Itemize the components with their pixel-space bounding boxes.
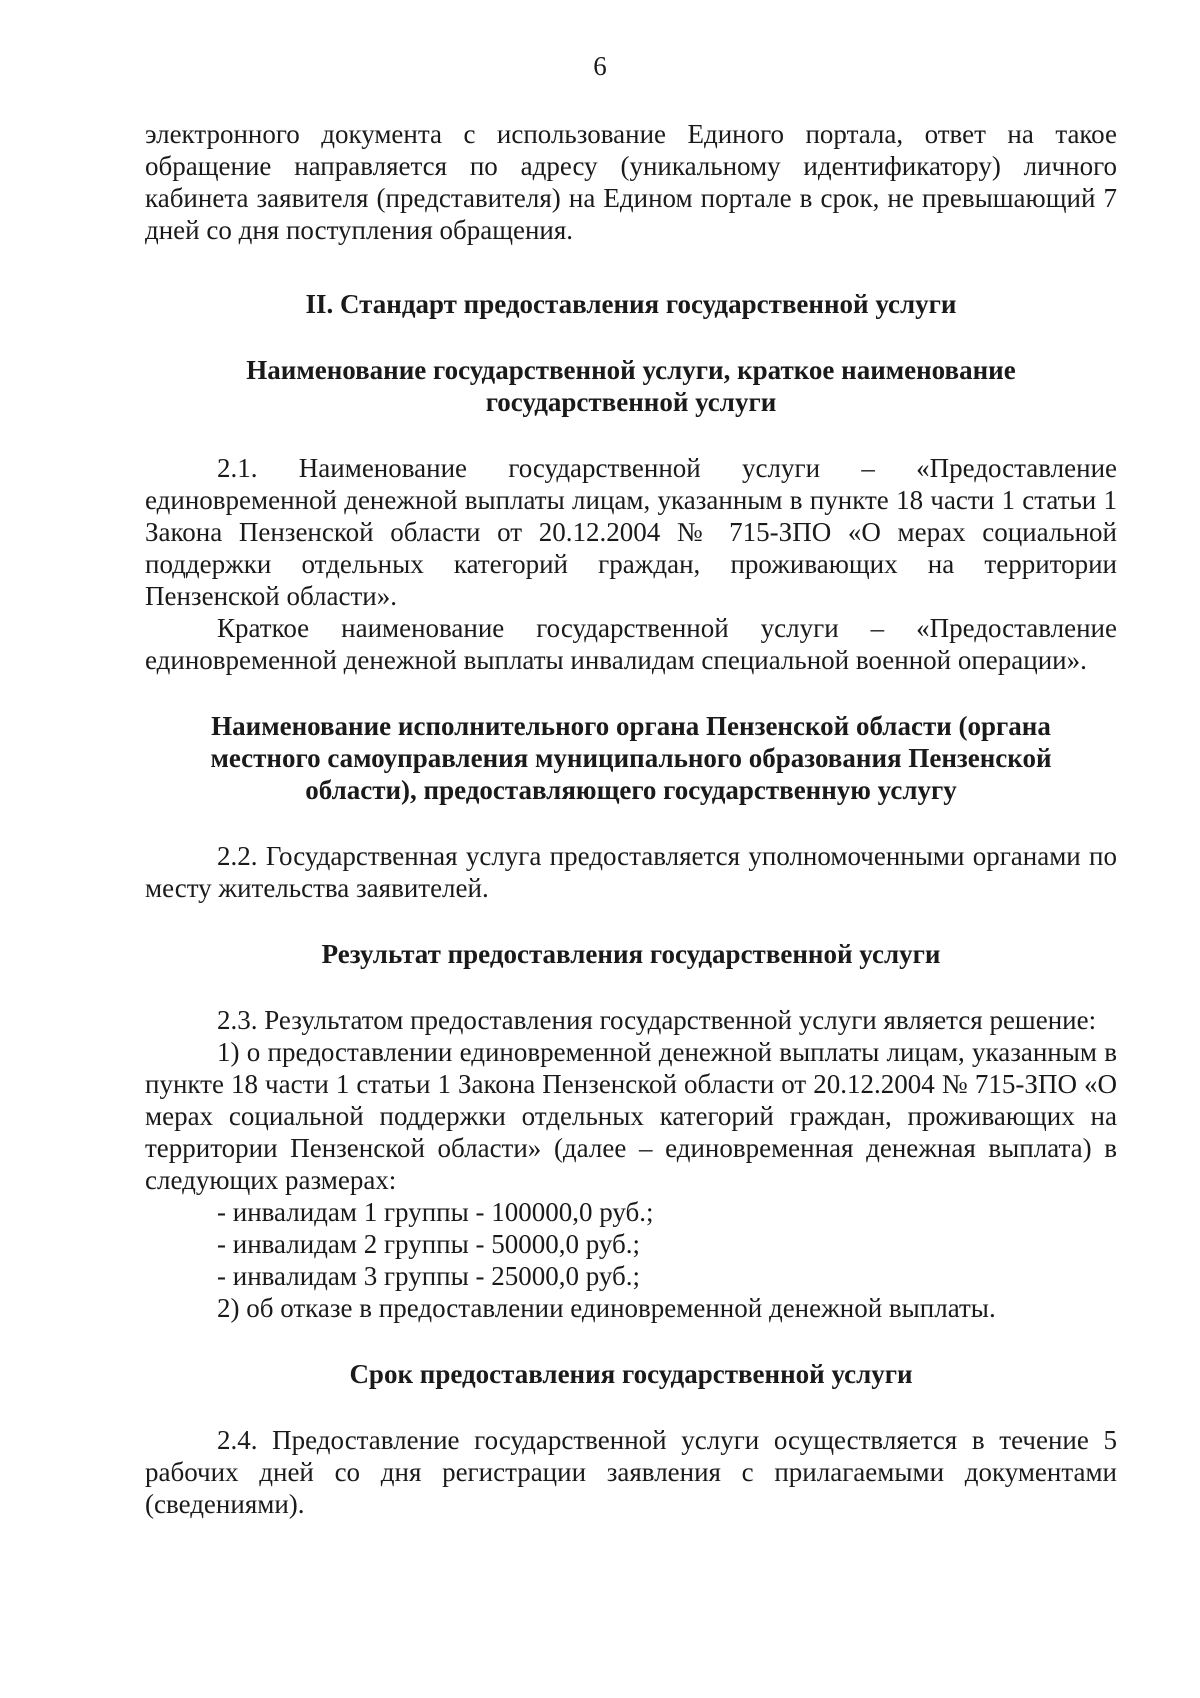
paragraph-2-2: 2.2. Государственная услуга предоставляется уполномоченными органами по месту жительства заявителей. <box>145 841 1117 903</box>
heading-term <box>145 1358 1117 1390</box>
paragraph-2-1: 2.1. Наименование государственной услуги – «Предоставление единовременной денежной выплаты лицам, указанным в пункте 18 части 1 статьи 1 Закона Пензенской области от 20.12.2004 № 715-ЗПО «О мерах социальной поддержки отдельных категорий граждан, проживающих на территории Пензенской области». <box>145 453 1117 611</box>
heading-line: Наименование государственной услуги, краткое наименование <box>246 355 1016 385</box>
heading-line: Срок предоставления государственной услуги <box>349 1359 913 1389</box>
page-content <box>145 118 1117 1520</box>
paragraph-short-name: Краткое наименование государственной услуги – «Предоставление единовременной денежной выплаты инвалидам специальной военной операции». <box>145 613 1117 675</box>
heading-executive-body <box>145 710 1117 806</box>
heading-line: области), предоставляющего государственную услугу <box>305 775 957 805</box>
heading-line: местного самоуправления муниципального образования Пензенской <box>210 743 1052 773</box>
paragraph-result-1: 1) о предоставлении единовременной денежной выплаты лицам, указанным в пункте 18 части 1 статьи 1 Закона Пензенской области от 20.12.2004 № 715-ЗПО «О мерах социальной поддержки отдельных категорий граждан, проживающих на территории Пензенской области» (далее – единовременная денежная выплата) в следующих размерах: <box>145 1037 1117 1195</box>
list-item: 2) об отказе в предоставлении единовременной денежной выплаты. <box>217 1293 996 1323</box>
heading-result <box>145 938 1117 970</box>
paragraph-2-4: 2.4. Предоставление государственной услуги осуществляется в течение 5 рабочих дней со дня регистрации заявления с прилагаемыми документами (сведениями). <box>145 1425 1117 1519</box>
heading-line: государственной услуги <box>485 387 777 417</box>
list-item: - инвалидам 2 группы - 50000,0 руб.; <box>217 1229 641 1259</box>
heading-line: Наименование исполнительного органа Пензенской области (органа <box>211 711 1051 741</box>
heading-service-name <box>145 354 1117 418</box>
intro-paragraph: электронного документа с использование Единого портала, ответ на такое обращение направляется по адресу (уникальному идентификатору) личного кабинета заявителя (представителя) на Едином портале в срок, не превышающий 7 дней со дня поступления обращения. <box>145 119 1117 245</box>
section-title: II. Стандарт предоставления государственной услуги <box>305 289 957 319</box>
list-item: - инвалидам 1 группы - 100000,0 руб.; <box>217 1197 654 1227</box>
paragraph-2-3: 2.3. Результатом предоставления государственной услуги является решение: <box>217 1005 1097 1035</box>
heading-line: Результат предоставления государственной услуги <box>321 939 941 969</box>
page-number: 6 <box>593 51 607 81</box>
list-item: - инвалидам 3 группы - 25000,0 руб.; <box>217 1261 641 1291</box>
